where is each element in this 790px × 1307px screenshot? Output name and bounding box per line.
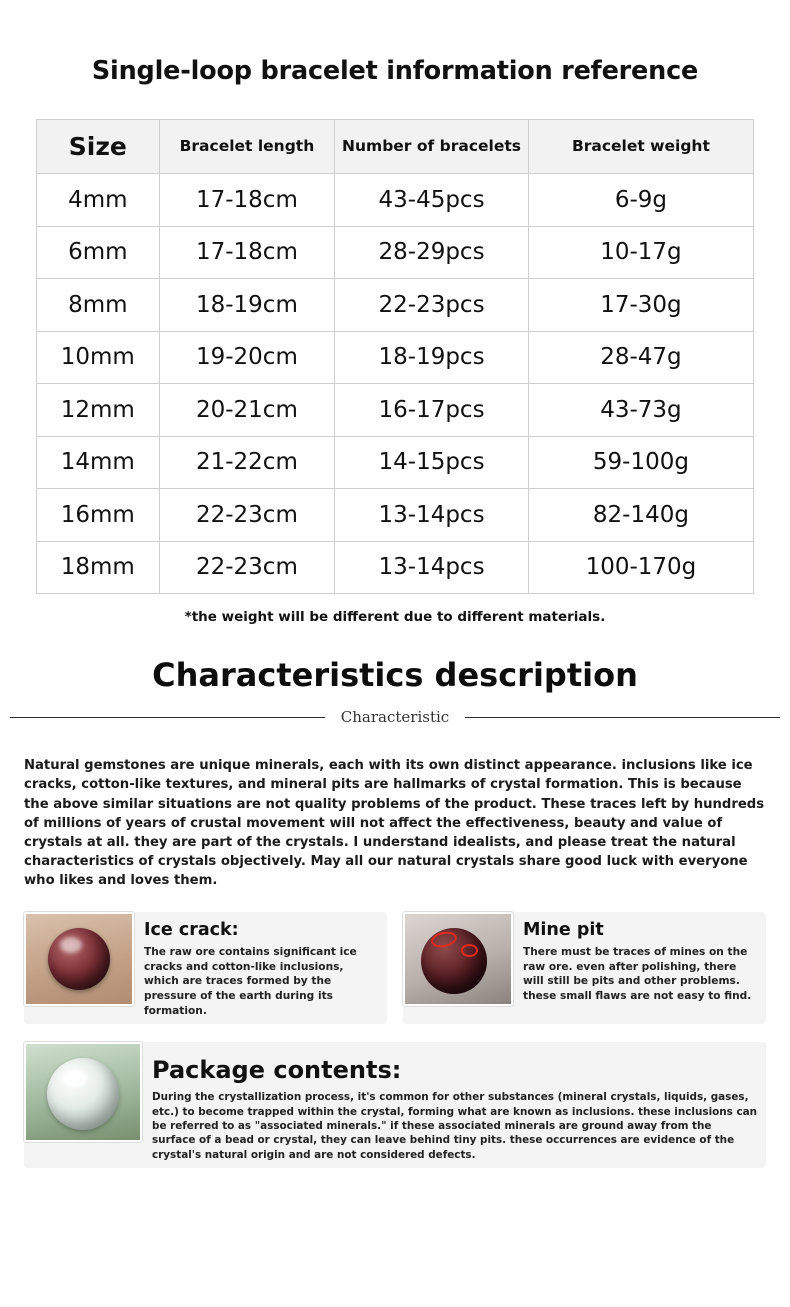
page-title: Single-loop bracelet information reference	[91, 56, 699, 86]
table-row	[37, 541, 754, 594]
column-header-count: Number of bracelets	[335, 120, 529, 174]
feature-card-title: Mine pit	[523, 920, 604, 941]
cell-length: 17-18cm	[159, 174, 335, 227]
column-header-size: Size	[37, 120, 160, 174]
column-header-length: Bracelet length	[159, 120, 335, 174]
cell-weight: 6-9g	[528, 174, 753, 227]
feature-card-mine-pit	[403, 912, 766, 1024]
cell-count: 28-29pcs	[335, 226, 529, 279]
cell-size: 4mm	[37, 174, 160, 227]
cell-size: 16mm	[37, 489, 160, 542]
cell-size: 14mm	[37, 436, 160, 489]
cell-size: 10mm	[37, 331, 160, 384]
feature-cards-row	[24, 912, 766, 1024]
cell-weight: 10-17g	[528, 226, 753, 279]
feature-card-title: Ice crack:	[144, 920, 239, 941]
cell-length: 20-21cm	[159, 384, 335, 437]
cell-count: 43-45pcs	[335, 174, 529, 227]
size-table-container	[0, 119, 790, 594]
package-contents-photo	[24, 1042, 142, 1142]
feature-card-package-contents	[24, 1042, 766, 1168]
divider-line-left	[10, 717, 325, 718]
cell-size: 12mm	[37, 384, 160, 437]
cell-weight: 59-100g	[528, 436, 753, 489]
cell-length: 18-19cm	[159, 279, 335, 332]
size-table	[36, 119, 754, 594]
cell-size: 6mm	[37, 226, 160, 279]
feature-card-text: During the crystallization process, it's common for other substances (mineral crystals, liquids, gases, etc.) to become trapped within the crystal, forming what are known as inclusions. these inclusions can be referred to as "associated minerals." if these associated minerals are ground away from the surface of a bead or crystal, they can leave behind tiny pits. these occurrences are evidence of the crystal's natural origin and are not considered defects.	[152, 1091, 758, 1161]
characteristics-subtitle-divider	[10, 708, 780, 726]
cell-weight: 17-30g	[528, 279, 753, 332]
characteristics-subtitle: Characteristic	[340, 708, 450, 727]
feature-card-title: Package contents:	[152, 1056, 402, 1085]
cell-weight: 100-170g	[528, 541, 753, 594]
cell-length: 17-18cm	[159, 226, 335, 279]
characteristics-paragraph: Natural gemstones are unique minerals, each with its own distinct appearance. inclusions like ice cracks, cotton-like textures, and mineral pits are hallmarks of crystal formation. This is because the above similar situations are not quality problems of the product. These traces left by hundreds of millions of years of crustal movement will not affect the effectiveness, beauty and value of crystals at all. they are part of the crystals. I understand idealists, and please treat the natural characteristics of crystals objectively. May all our natural crystals share good luck with everyone who likes and loves them.	[24, 758, 765, 889]
cell-count: 13-14pcs	[335, 541, 529, 594]
cell-count: 22-23pcs	[335, 279, 529, 332]
cell-weight: 82-140g	[528, 489, 753, 542]
cell-length: 22-23cm	[159, 541, 335, 594]
feature-card-text: The raw ore contains significant ice cracks and cotton-like inclusions, which are traces formed by the pressure of the earth during its formation.	[144, 946, 357, 1017]
table-row	[37, 226, 754, 279]
column-header-weight: Bracelet weight	[528, 120, 753, 174]
cell-length: 19-20cm	[159, 331, 335, 384]
cell-weight: 43-73g	[528, 384, 753, 437]
table-row	[37, 279, 754, 332]
cell-length: 21-22cm	[159, 436, 335, 489]
table-row	[37, 436, 754, 489]
cell-count: 13-14pcs	[335, 489, 529, 542]
weight-disclaimer: *the weight will be different due to different materials.	[184, 609, 606, 625]
table-row	[37, 384, 754, 437]
cell-count: 18-19pcs	[335, 331, 529, 384]
characteristics-title: Characteristics description	[152, 656, 638, 695]
cell-length: 22-23cm	[159, 489, 335, 542]
table-row	[37, 489, 754, 542]
cell-size: 8mm	[37, 279, 160, 332]
cell-count: 16-17pcs	[335, 384, 529, 437]
table-row	[37, 331, 754, 384]
ice-crack-photo	[24, 912, 134, 1006]
cell-count: 14-15pcs	[335, 436, 529, 489]
table-row	[37, 174, 754, 227]
cell-size: 18mm	[37, 541, 160, 594]
product-info-page	[0, 56, 790, 1307]
mine-pit-photo	[403, 912, 513, 1006]
feature-card-text: There must be traces of mines on the raw ore. even after polishing, there will still be pits and other problems. these small flaws are not easy to find.	[523, 946, 752, 1003]
cell-weight: 28-47g	[528, 331, 753, 384]
feature-card-ice-crack	[24, 912, 387, 1024]
table-header-row	[37, 120, 754, 174]
divider-line-right	[465, 717, 780, 718]
